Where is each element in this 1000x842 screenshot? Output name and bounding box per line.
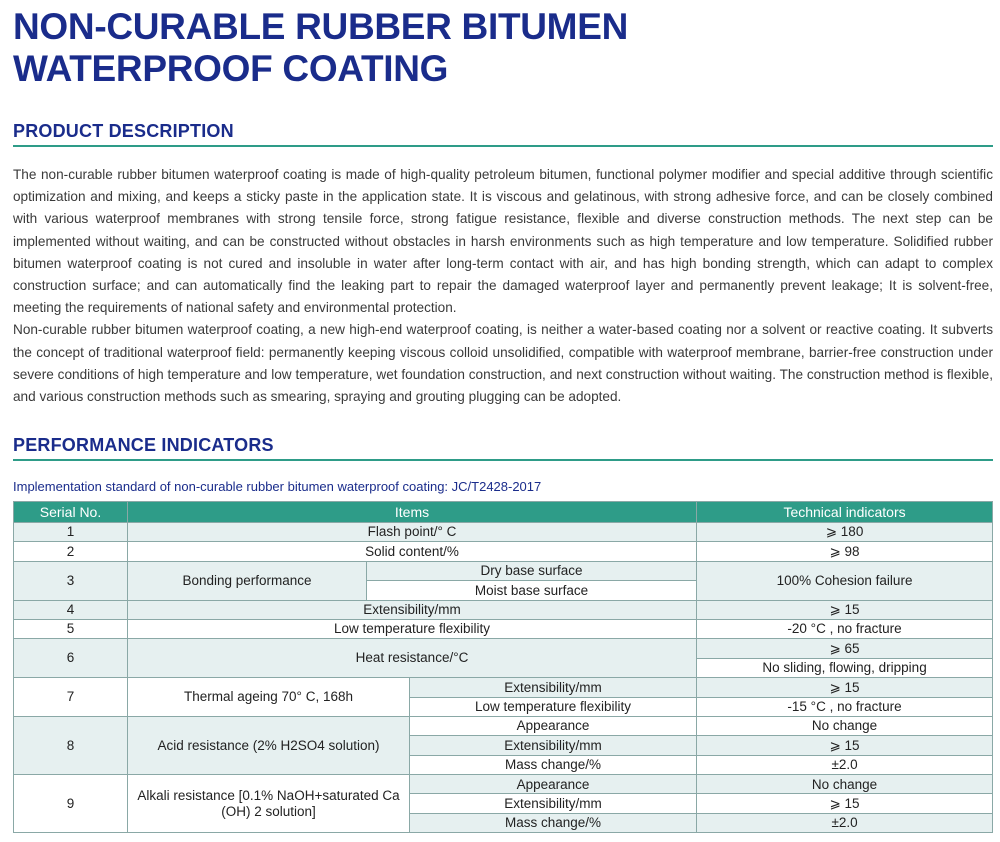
description-paragraph-1: The non-curable rubber bitumen waterproof coating is made of high-quality petroleum bitumen, functional polymer modifier and special additive through scientific optimization and mixing, and keeps a sticky paste in the application state. It is viscous and gelatinous, with strong adhesive force, and can be closely combined with various waterproof membranes with strong tensile force, strong fatigue resistance, flexible and diverse construction methods. The next step can be implemented without waiting, and can be constructed without obstacles in harsh environments such as high temperature and low temperature. Solidified rubber bitumen waterproof coating is not cured and insoluble in water after long-term contact with air, and has high bonding strength, which can adapt to complex construction surface; and can automatically find the leaking part to repair the damaged waterproof layer and permanently prevent leakage; It is solvent-free, meeting the requirements of national safety and environmental protection.: [13, 167, 993, 316]
serial-cell: 6: [14, 639, 128, 678]
product-description-text: [13, 164, 993, 408]
value-cell: 100% Cohesion failure: [697, 561, 993, 600]
value-cell: ⩾ 15: [697, 794, 993, 813]
value-cell: ±2.0: [697, 813, 993, 832]
item-cell: Low temperature flexibility: [128, 619, 697, 638]
value-cell: ⩾ 98: [697, 542, 993, 561]
table-row: [14, 561, 993, 580]
subitem-cell: Extensibility/mm: [410, 794, 697, 813]
item-cell: Bonding performance: [128, 561, 367, 600]
table-row: [14, 523, 993, 542]
table-row: [14, 639, 993, 658]
product-description-heading: PRODUCT DESCRIPTION: [13, 121, 234, 141]
section-divider: [13, 459, 993, 461]
value-cell: No sliding, flowing, dripping: [697, 658, 993, 677]
performance-indicators-heading: PERFORMANCE INDICATORS: [13, 435, 274, 455]
serial-cell: 7: [14, 678, 128, 717]
header-tech: Technical indicators: [697, 502, 993, 523]
subitem-cell: Mass change/%: [410, 755, 697, 774]
subitem-cell: Dry base surface: [367, 561, 697, 580]
item-cell: Alkali resistance [0.1% NaOH+saturated Ca (OH) 2 solution]: [128, 775, 410, 833]
subitem-cell: Extensibility/mm: [410, 678, 697, 697]
title-line-2: WATERPROOF COATING: [13, 48, 449, 89]
title-line-1: NON-CURABLE RUBBER BITUMEN: [13, 6, 629, 47]
table-row: [14, 775, 993, 794]
header-items: Items: [128, 502, 697, 523]
value-cell: ⩾ 180: [697, 523, 993, 542]
value-cell: -15 °C , no fracture: [697, 697, 993, 716]
implementation-standard: Implementation standard of non-curable rubber bitumen waterproof coating: JC/T2428-2017: [13, 479, 542, 494]
serial-cell: 5: [14, 619, 128, 638]
header-serial: Serial No.: [14, 502, 128, 523]
value-cell: ±2.0: [697, 755, 993, 774]
item-cell: Heat resistance/°C: [128, 639, 697, 678]
value-cell: -20 °C , no fracture: [697, 619, 993, 638]
serial-cell: 4: [14, 600, 128, 619]
subitem-cell: Appearance: [410, 716, 697, 735]
table-row: [14, 619, 993, 638]
description-paragraph-2: Non-curable rubber bitumen waterproof coating, a new high-end waterproof coating, is neither a water-based coating nor a solvent or reactive coating. It subverts the concept of traditional waterproof field: permanently keeping viscous colloid unsolidified, compatible with waterproof membrane, barrier-free construction under severe conditions of high temperature and low temperature, wet foundation construction, and next construction without waiting. The construction method is flexible, and various construction methods such as smearing, spraying and grouting plugging can be adopted.: [13, 322, 993, 405]
subitem-cell: Appearance: [410, 775, 697, 794]
table-row: [14, 600, 993, 619]
serial-cell: 8: [14, 716, 128, 774]
subitem-cell: Mass change/%: [410, 813, 697, 832]
section-divider: [13, 145, 993, 147]
table-header-row: [14, 502, 993, 523]
serial-cell: 9: [14, 775, 128, 833]
item-cell: Extensibility/mm: [128, 600, 697, 619]
table-row: [14, 716, 993, 735]
item-cell: Solid content/%: [128, 542, 697, 561]
subitem-cell: Low temperature flexibility: [410, 697, 697, 716]
value-cell: No change: [697, 716, 993, 735]
page-title: [13, 6, 993, 90]
value-cell: ⩾ 15: [697, 600, 993, 619]
table-row: [14, 678, 993, 697]
item-cell: Flash point/° C: [128, 523, 697, 542]
serial-cell: 3: [14, 561, 128, 600]
performance-table: [13, 501, 993, 833]
value-cell: ⩾ 15: [697, 678, 993, 697]
item-cell: Acid resistance (2% H2SO4 solution): [128, 716, 410, 774]
serial-cell: 1: [14, 523, 128, 542]
table-row: [14, 542, 993, 561]
value-cell: No change: [697, 775, 993, 794]
subitem-cell: Extensibility/mm: [410, 736, 697, 755]
value-cell: ⩾ 15: [697, 736, 993, 755]
item-cell: Thermal ageing 70° C, 168h: [128, 678, 410, 717]
value-cell: ⩾ 65: [697, 639, 993, 658]
subitem-cell: Moist base surface: [367, 581, 697, 600]
serial-cell: 2: [14, 542, 128, 561]
